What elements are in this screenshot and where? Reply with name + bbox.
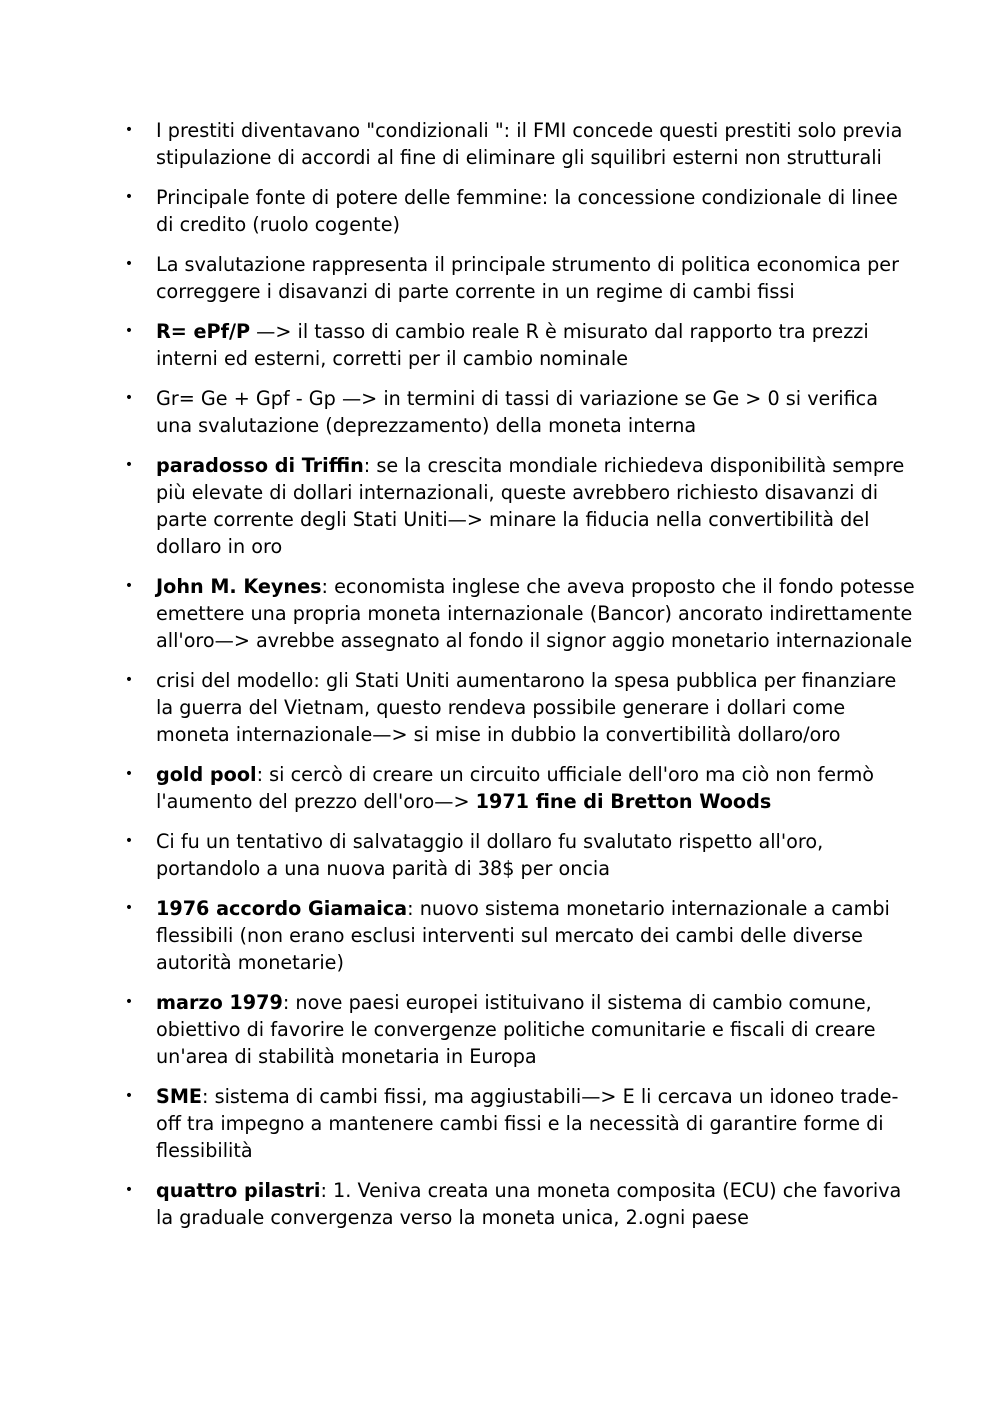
bold-term: R= ePf/P (156, 320, 251, 343)
list-item (124, 573, 916, 654)
bold-term: quattro pilastri (156, 1179, 321, 1202)
list-item (124, 184, 916, 238)
item-text: : nuovo sistema monetario internazionale a cambi flessibili (non erano esclusi interventi sul mercato dei cambi delle diverse autorità monetarie) (156, 897, 890, 974)
bold-term: SME (156, 1085, 203, 1108)
bullet-icon: • (124, 900, 134, 916)
item-text: —> il tasso di cambio reale R è misurato dal rapporto tra prezzi interni ed esterni, corretti per il cambio nominale (156, 320, 869, 370)
bullet-icon: • (124, 1088, 134, 1104)
bullet-icon: • (124, 189, 134, 205)
bullet-list (124, 117, 916, 1244)
item-text: : se la crescita mondiale richiedeva disponibilità sempre più elevate di dollari internazionali, queste avrebbero richiesto disavanzi di parte corrente degli Stati Uniti—> minare la fiducia nella convertibilità del dollaro in oro (156, 454, 905, 558)
item-text: Gr= Ge + Gpf - Gp —> in termini di tassi di variazione se Ge > 0 si verifica una svalutazione (deprezzamento) della moneta interna (156, 387, 878, 437)
item-text: Ci fu un tentativo di salvataggio il dollaro fu svalutato rispetto all'oro, portandolo a una nuova parità di 38$ per oncia (156, 830, 824, 880)
bullet-icon: • (124, 766, 134, 782)
item-text: La svalutazione rappresenta il principale strumento di politica economica per correggere i disavanzi di parte corrente in un regime di cambi fissi (156, 253, 899, 303)
bold-term-end: 1971 fine di Bretton Woods (475, 790, 772, 813)
bullet-icon: • (124, 122, 134, 138)
bullet-icon: • (124, 323, 134, 339)
list-item (124, 251, 916, 305)
bold-term: paradosso di Triffin (156, 454, 364, 477)
list-item (124, 667, 916, 748)
item-text: crisi del modello: gli Stati Uniti aumentarono la spesa pubblica per finanziare la guerra del Vietnam, questo rendeva possibile generare i dollari come moneta internazionale—> si mise in dubbio la convertibilità dollaro/oro (156, 669, 897, 746)
item-text: : economista inglese che aveva proposto che il fondo potesse emettere una propria moneta internazionale (Bancor) ancorato indirettamente all'oro—> avrebbe assegnato al fondo il signor aggio monetario internazionale (156, 575, 915, 652)
bullet-icon: • (124, 457, 134, 473)
bold-term: 1976 accordo Giamaica (156, 897, 408, 920)
list-item (124, 452, 916, 560)
item-text: : si cercò di creare un circuito ufficiale dell'oro ma ciò non fermò l'aumento del prezzo dell'oro—> (156, 763, 875, 813)
item-text: : nove paesi europei istituivano il sistema di cambio comune, obiettivo di favorire le convergenze politiche comunitarie e fiscali di creare un'area di stabilità monetaria in Europa (156, 991, 876, 1068)
bullet-icon: • (124, 994, 134, 1010)
bold-term: marzo 1979 (156, 991, 283, 1014)
bullet-icon: • (124, 672, 134, 688)
list-item (124, 117, 916, 171)
bullet-icon: • (124, 390, 134, 406)
item-text: : 1. Veniva creata una moneta composita (ECU) che favoriva la graduale convergenza verso la moneta unica, 2.ogni paese (156, 1179, 902, 1229)
list-item (124, 385, 916, 439)
list-item (124, 761, 916, 815)
list-item (124, 989, 916, 1070)
list-item (124, 1083, 916, 1164)
list-item (124, 828, 916, 882)
list-item (124, 1177, 916, 1231)
bullet-icon: • (124, 833, 134, 849)
bold-term: John M. Keynes (156, 575, 322, 598)
bullet-icon: • (124, 1182, 134, 1198)
bold-term: gold pool (156, 763, 257, 786)
item-text: Principale fonte di potere delle femmine: la concessione condizionale di linee di credito (ruolo cogente) (156, 186, 898, 236)
list-item (124, 895, 916, 976)
bullet-icon: • (124, 256, 134, 272)
bullet-icon: • (124, 578, 134, 594)
item-text: I prestiti diventavano "condizionali ": il FMI concede questi prestiti solo previa stipulazione di accordi al fine di eliminare gli squilibri esterni non strutturali (156, 119, 903, 169)
list-item (124, 318, 916, 372)
item-text: : sistema di cambi fissi, ma aggiustabili—> E li cercava un idoneo trade-off tra impegno a mantenere cambi fissi e la necessità di garantire forme di flessibilità (156, 1085, 899, 1162)
